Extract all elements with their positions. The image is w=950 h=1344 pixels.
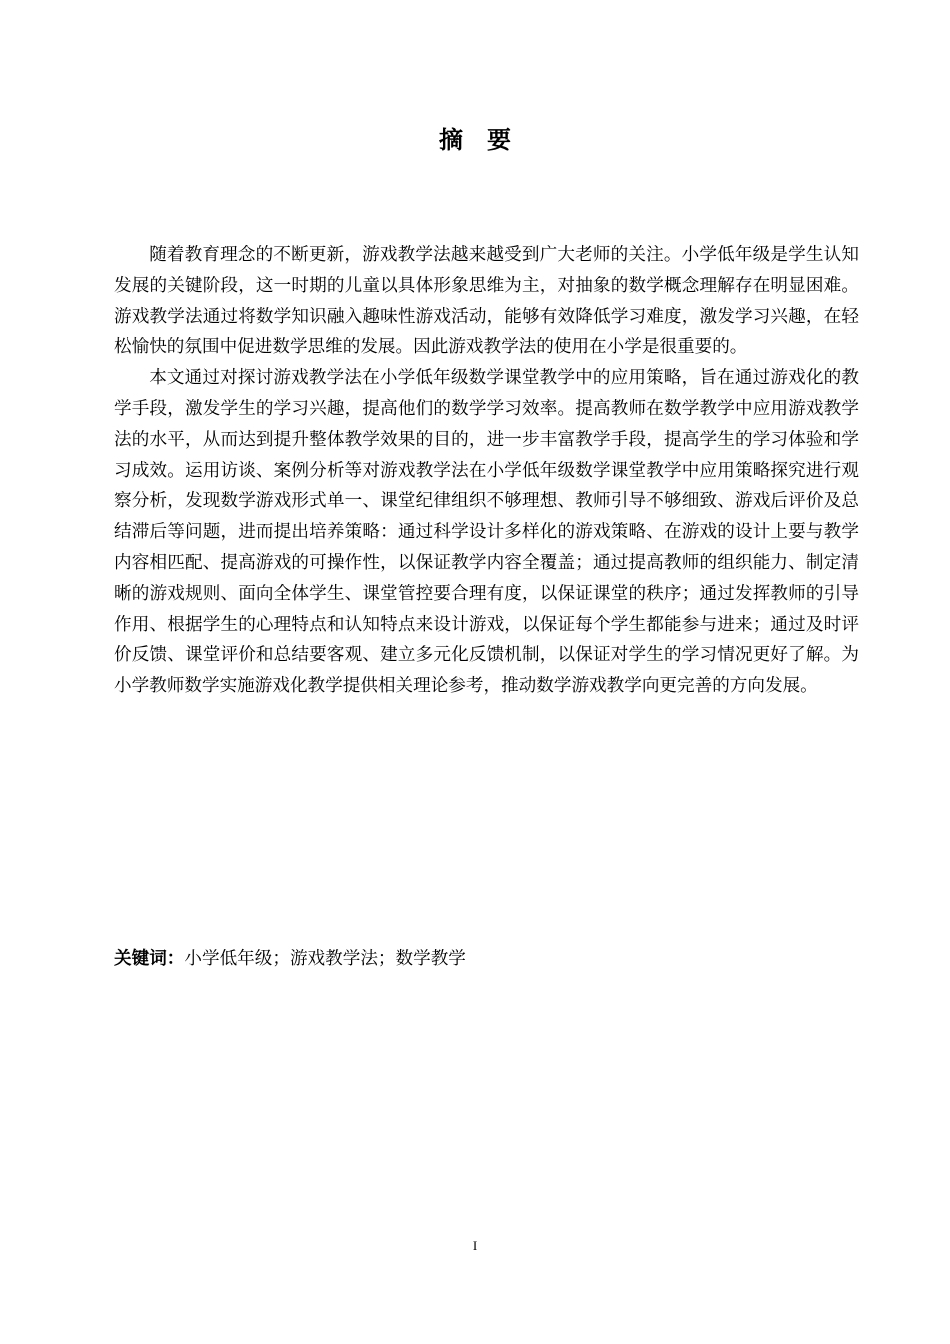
keywords-text: 小学低年级；游戏教学法；数学教学 (184, 949, 466, 969)
keywords-label: 关键词： (114, 949, 185, 969)
page-title: 摘要 (439, 126, 535, 154)
abstract-paragraph-2: 本文通过对探讨游戏教学法在小学低年级数学课堂教学中的应用策略，旨在通过游戏化的教学手段，激发学生的学习兴趣，提高他们的数学学习效率。提高教师在数学教学中应用游戏教学法的水平，从而达到提升整体教学效果的目的，进一步丰富教学手段，提高学生的学习体验和学习成效。运用访谈、案例分析等对游戏教学法在小学低年级数学课堂教学中应用策略探究进行观察分析，发现数学游戏形式单一、课堂纪律组织不够理想、教师引导不够细致、游戏后评价及总结滞后等问题，进而提出培养策略：通过科学设计多样化的游戏策略、在游戏的设计上要与教学内容相匹配、提高游戏的可操作性，以保证教学内容全覆盖；通过提高教师的组织能力、制定清晰的游戏规则、面向全体学生、课堂管控要合理有度，以保证课堂的秩序；通过发挥教师的引导作用、根据学生的心理特点和认知特点来设计游戏，以保证每个学生都能参与进来；通过及时评价反馈、课堂评价和总结要客观、建立多元化反馈机制，以保证对学生的学习情况更好了解。为小学教师数学实施游戏化教学提供相关理论参考，推动数学游戏教学向更完善的方向发展。 (114, 368, 859, 697)
abstract-paragraph-1: 随着教育理念的不断更新，游戏教学法越来越受到广大老师的关注。小学低年级是学生认知发展的关键阶段，这一时期的儿童以具体形象思维为主，对抽象的数学概念理解存在明显困难。游戏教学法通过将数学知识融入趣味性游戏活动，能够有效降低学习难度，激发学习兴趣，在轻松愉快的氛围中促进数学思维的发展。因此游戏教学法的使用在小学是很重要的。 (114, 245, 859, 358)
page-number: I (472, 1238, 478, 1253)
keywords-line (114, 944, 859, 975)
abstract-body (114, 240, 859, 702)
